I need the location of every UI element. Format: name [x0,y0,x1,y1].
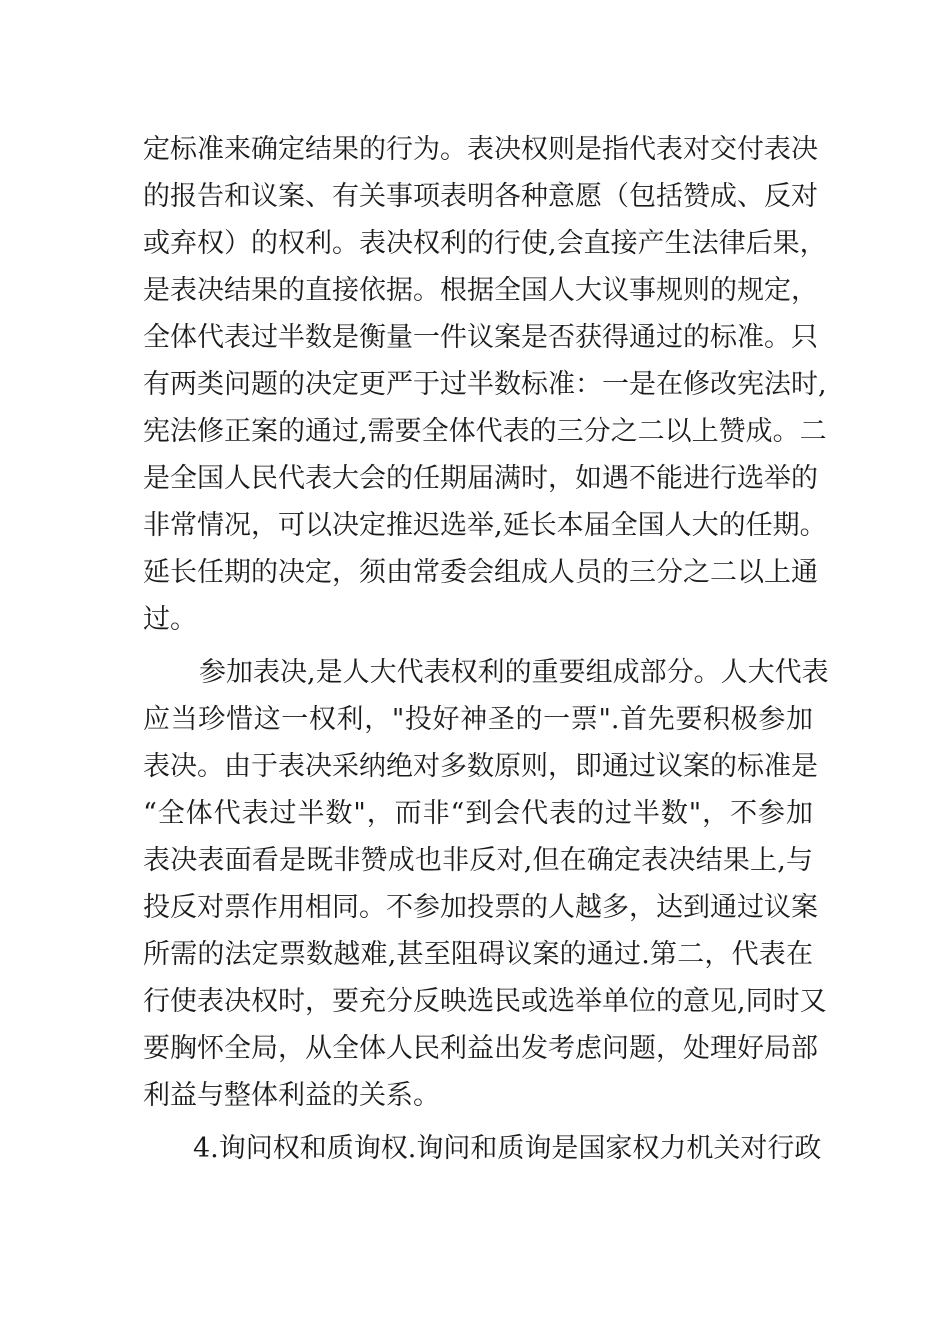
text-line: 要胸怀全局，从全体人民利益出发考虑问题，处理好局部 [143,1033,818,1064]
text-line: “全体代表过半数"，而非“到会代表的过半数"，不参加 [143,798,813,829]
text-line: 延长任期的决定，须由常委会组成人员的三分之二以上通 [143,557,818,588]
text-line: 宪法修正案的通过,需要全体代表的三分之二以上赞成。二 [143,416,827,447]
text-line: 利益与整体利益的关系。 [143,1080,440,1111]
text-line: 4.询问权和质询权.询问和质询是国家权力机关对行政 [193,1133,822,1164]
text-line: 有两类问题的决定更严于过半数标准：一是在修改宪法时, [143,369,827,400]
text-line: 过。 [143,604,197,635]
paragraph-inquiry-rights [143,1125,822,1172]
text-line: 行使表决权时，要充分反映选民或选举单位的意见,同时又 [143,986,827,1017]
text-line: 全体代表过半数是衡量一件议案是否获得通过的标准。只 [143,322,818,353]
paragraph-participate-voting [143,649,829,1119]
text-line: 表决表面看是既非赞成也非反对,但在确定表决结果上,与 [143,845,813,876]
paragraph-voting-definition [143,126,827,643]
text-line: 参加表决,是人大代表权利的重要组成部分。人大代表 [199,657,829,688]
text-line: 应当珍惜这一权利，"投好神圣的一票".首先要积极参加 [143,704,813,735]
text-line: 表决。由于表决采纳绝对多数原则，即通过议案的标准是 [143,751,818,782]
text-line: 投反对票作用相同。不参加投票的人越多，达到通过议案 [143,892,818,923]
text-line: 或弃权）的权利。表决权利的行使,会直接产生法律后果， [143,228,827,259]
text-line: 的报告和议案、有关事项表明各种意愿（包括赞成、反对 [143,181,818,212]
text-line: 是全国人民代表大会的任期届满时，如遇不能进行选举的 [143,463,818,494]
text-line: 非常情况，可以决定推迟选举,延长本届全国人大的任期。 [143,510,827,541]
text-line: 是表决结果的直接依据。根据全国人大议事规则的规定， [143,275,818,306]
text-line: 定标准来确定结果的行为。表决权则是指代表对交付表决 [143,134,818,165]
document-body [143,126,829,1172]
text-line: 所需的法定票数越难,甚至阻碍议案的通过.第二，代表在 [143,939,813,970]
